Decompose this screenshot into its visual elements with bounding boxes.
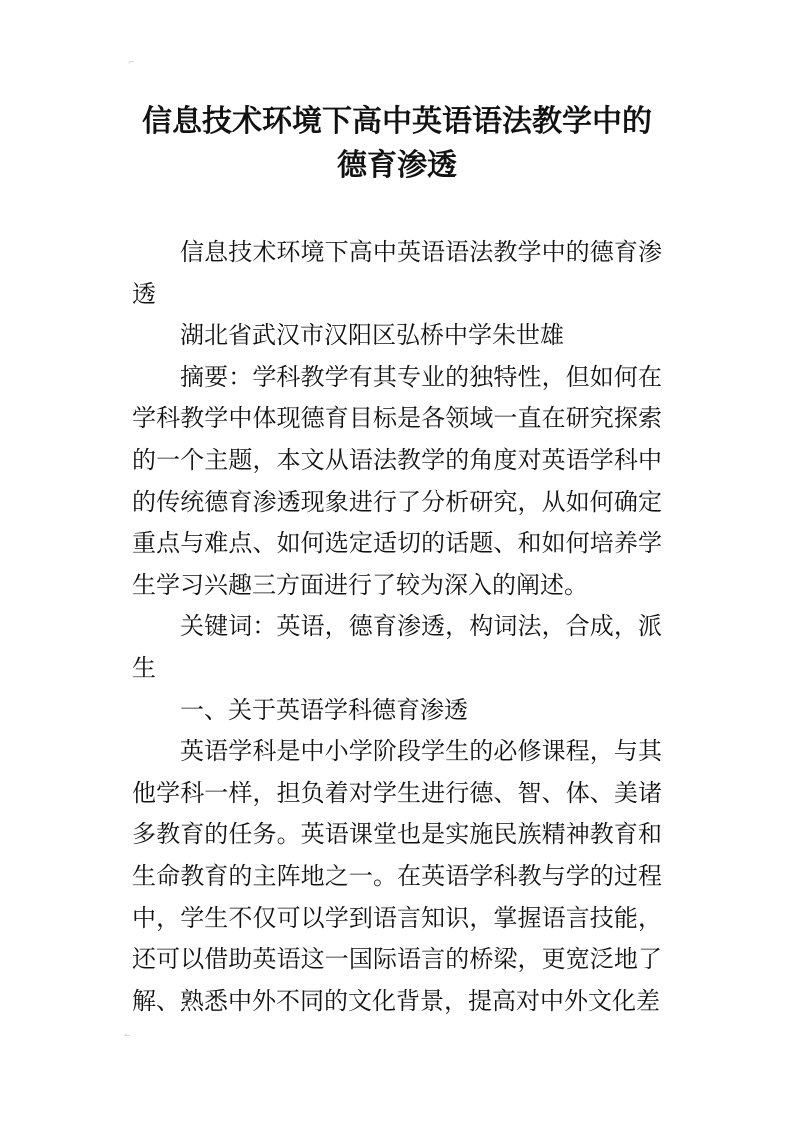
paragraph-abstract: 摘要：学科教学有其专业的独特性，但如何在学科教学中体现德育目标是各领域一直在研究探索的一个主题，本文从语法教学的角度对英语学科中的传统德育渗透现象进行了分析研究，从如何确定重点与难点、如何选定适切的话题、和如何培养学生学习兴趣三方面进行了较为深入的阐述。	[132, 362, 662, 599]
corner-mark-icon: ⌙	[124, 1030, 131, 1039]
paragraph-keywords: 关键词：英语，德育渗透，构词法，合成，派生	[132, 612, 662, 682]
corner-mark-icon: ⌐	[128, 58, 135, 67]
paragraph-author: 湖北省武汉市汉阳区弘桥中学朱世雄	[180, 321, 564, 350]
paragraph-body: 英语学科是中小学阶段学生的必修课程，与其他学科一样，担负着对学生进行德、智、体、美诸多教育的任务。英语课堂也是实施民族精神教育和生命教育的主阵地之一。在英语学科教与学的过程中，学生不仅可以学到语言知识，掌握语言技能，还可以借助英语这一国际语言的桥梁，更宽泛地了解、熟悉中外不同的文化背景，提高对中外文化差	[132, 737, 662, 1015]
section-heading: 一、关于英语学科德育渗透	[180, 695, 468, 724]
paragraph-subtitle: 信息技术环境下高中英语语法教学中的德育渗透	[132, 238, 662, 308]
document-body	[132, 232, 662, 1022]
document-title: 信息技术环境下高中英语语法教学中的德育渗透	[142, 104, 652, 183]
